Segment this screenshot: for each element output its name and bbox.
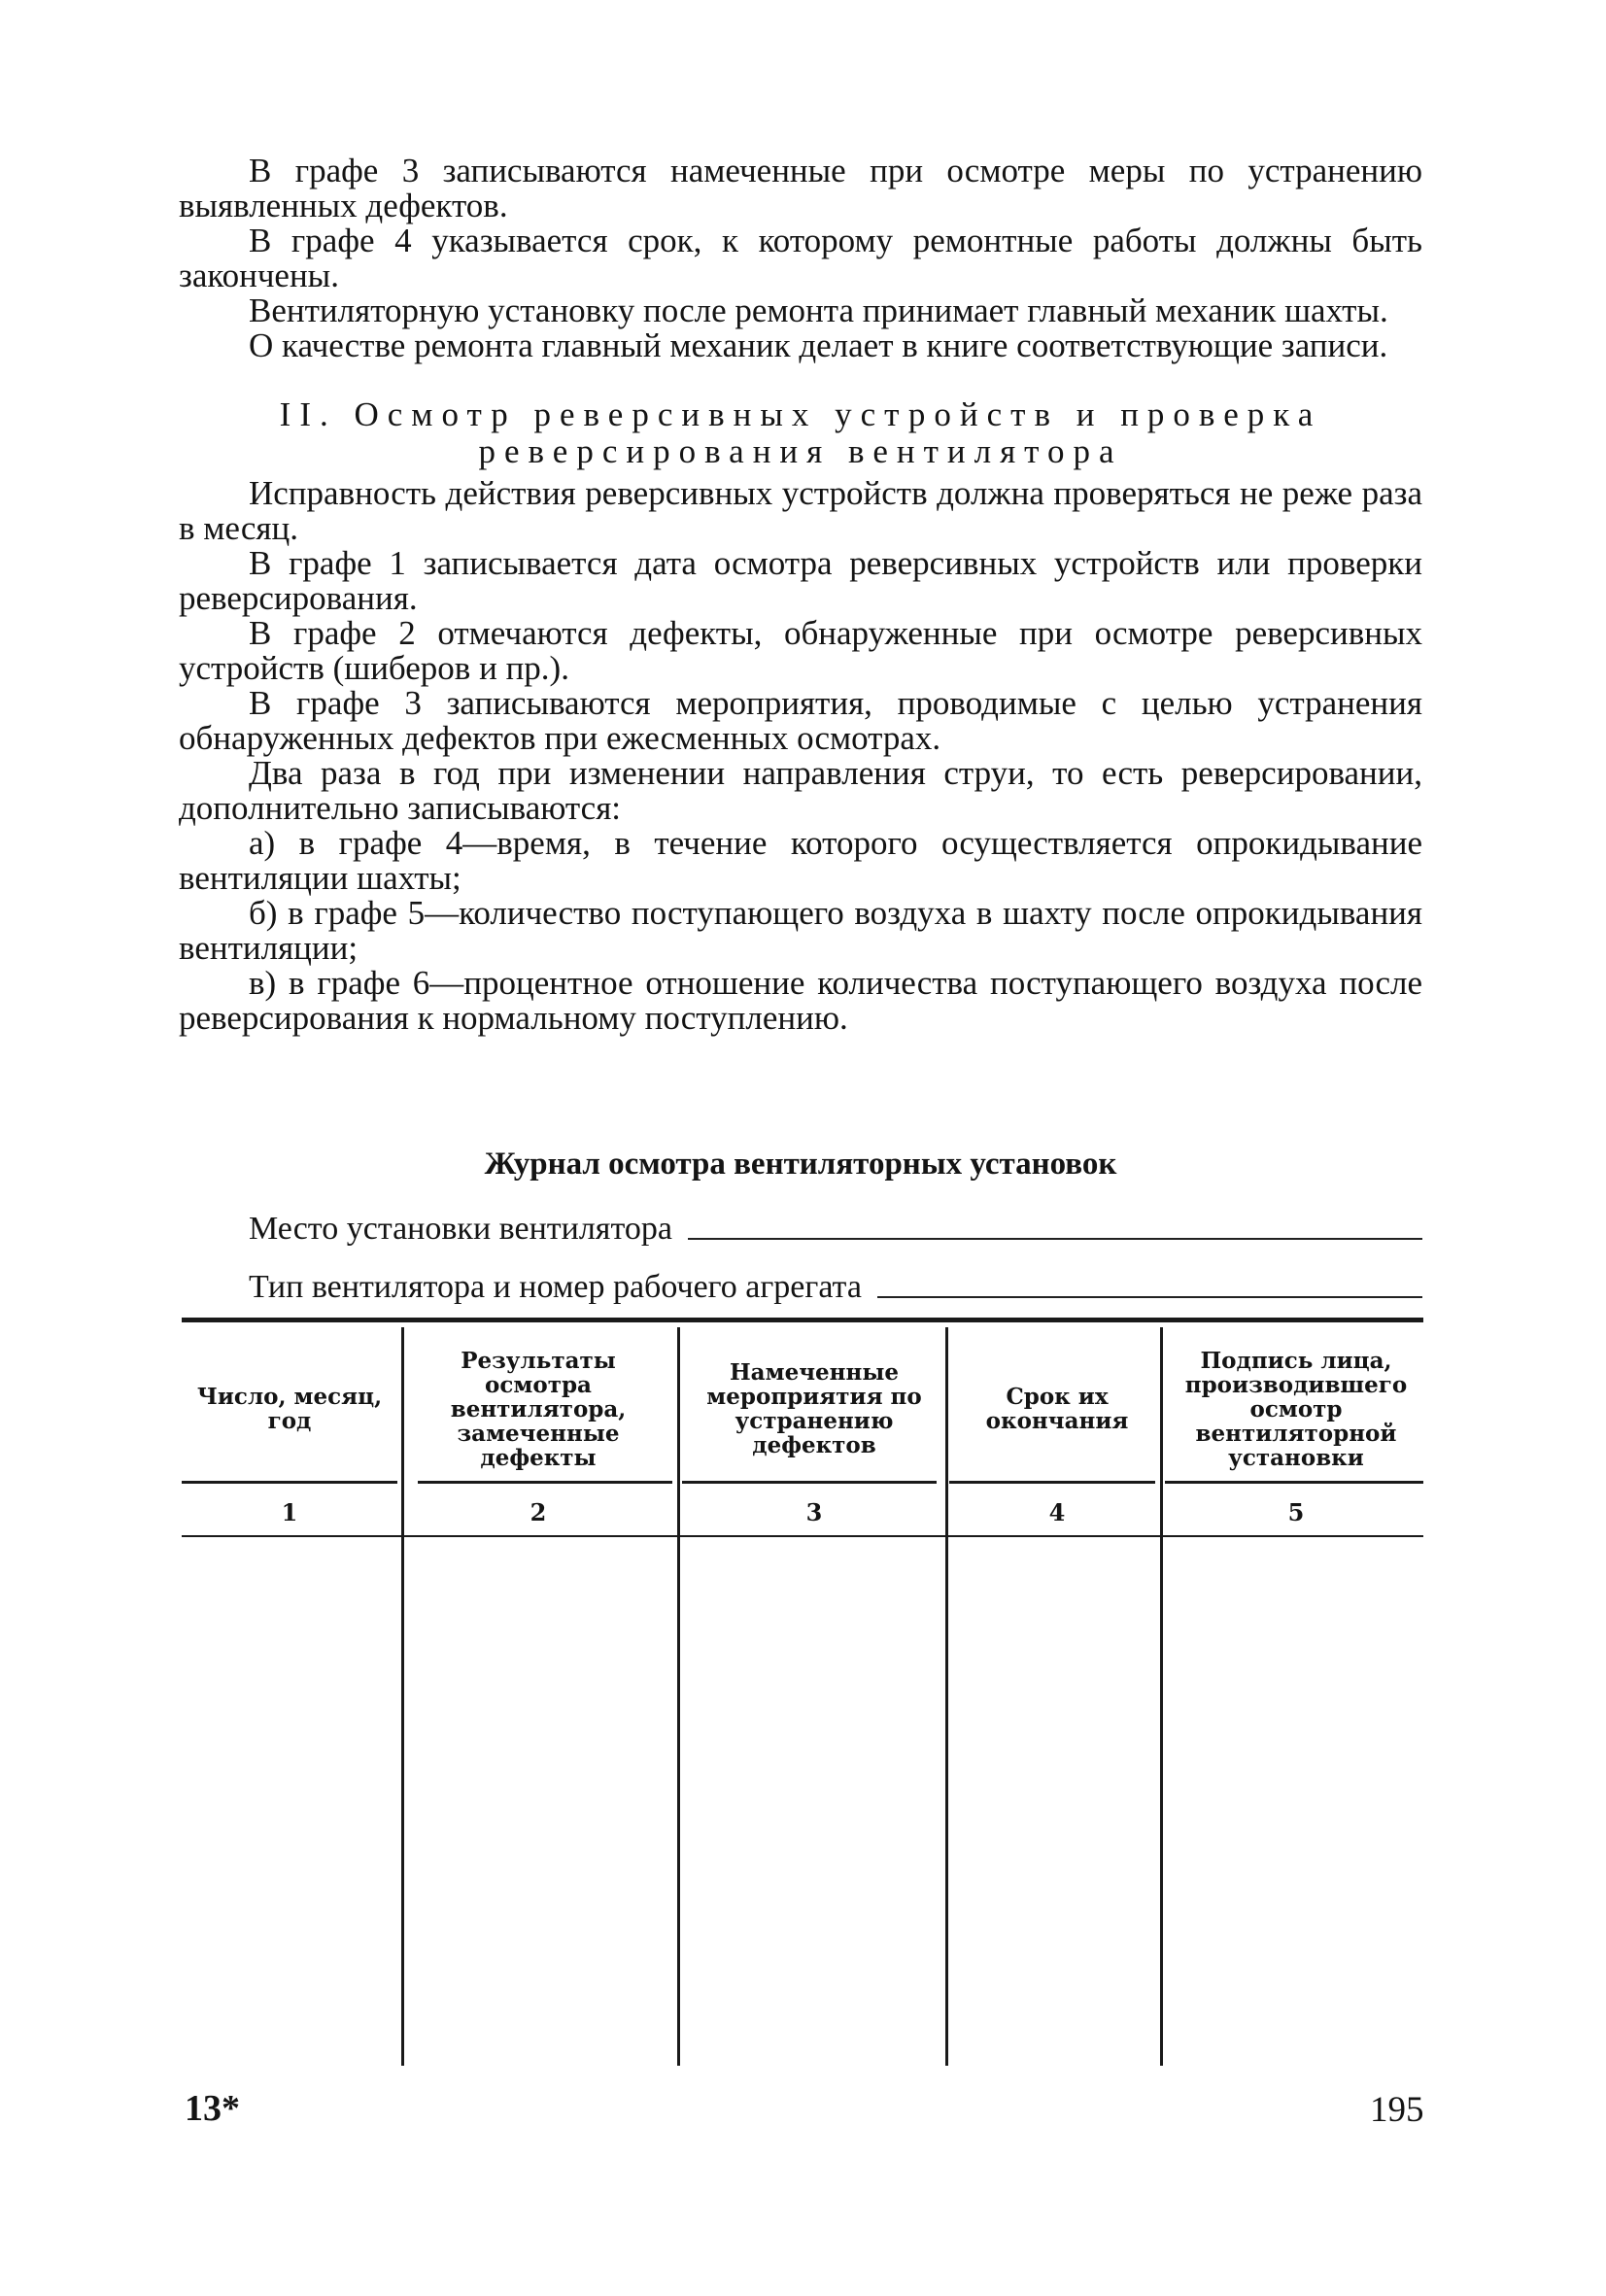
column-number: 4 [1048,1498,1066,1526]
column-divider [945,1327,948,1553]
column-header-date: Число, месяц, год [196,1384,383,1434]
paragraph: В графе 3 записываются намеченные при осмотре меры по устранению выявленных дефектов. [179,152,1422,224]
column-number: 1 [281,1498,298,1526]
list-item: в) в графе 6—процентное отношение количества поступающего воздуха после реверсирования к нормальному поступлению. [179,964,1422,1037]
column-divider [677,1549,680,2066]
column-header-results: Результаты осмотра вентилятора, замеченные дефекты [450,1347,627,1471]
paragraph: Исправность действия реверсивных устройств должна проверяться не реже раза в месяц. [179,474,1422,547]
list-item: а) в графе 4—время, в течение которого осуществляется опрокидывание вентиляции шахты; [179,824,1422,897]
column-number: 2 [530,1498,547,1526]
column-number: 5 [1287,1498,1305,1526]
header-rule [682,1481,937,1484]
header-rule [418,1481,672,1484]
location-field [249,1211,1422,1248]
section-heading [179,396,1422,470]
paragraph: Вентиляторную установку после ремонта принимает главный механик шахты. [249,291,1388,329]
table-top-rule [182,1318,1423,1322]
header-rule [1165,1481,1423,1484]
fan-type-field-blank [877,1296,1422,1298]
column-number-rule [182,1535,1423,1537]
journal-title: Журнал осмотра вентиляторных установок [484,1147,1117,1182]
journal-table [182,1318,1423,2066]
column-divider [677,1327,680,1553]
column-divider [401,1327,404,1553]
column-header-measures: Намеченные мероприятия по устранению дефектов [706,1359,922,1458]
list-item: б) в графе 5—количество поступающего воздуха в шахту после опрокидывания вентиляции; [179,894,1422,967]
column-divider [945,1549,948,2066]
location-field-blank [688,1238,1422,1240]
paragraph: В графе 2 отмечаются дефекты, обнаруженные при осмотре реверсивных устройств (шиберов и пр.). [179,614,1422,687]
column-header-signature: Подпись лица, производившего осмотр вентиляторной установки [1184,1347,1408,1471]
paragraph: О качестве ремонта главный механик делает в книге соответствующие записи. [249,326,1388,364]
location-field-label: Место установки вентилятора [249,1211,672,1247]
column-number: 3 [805,1498,823,1526]
fan-type-field [249,1269,1422,1306]
header-rule [182,1481,397,1484]
signature-mark: 13* [185,2088,240,2129]
paragraph: Два раза в год при изменении направления струи, то есть реверсировании, дополнительно записываются: [179,754,1422,827]
paragraph: В графе 3 записываются мероприятия, проводимые с целью устранения обнаруженных дефектов при ежесменных осмотрах. [179,684,1422,757]
header-rule [949,1481,1155,1484]
paragraph: В графе 4 указывается срок, к которому ремонтные работы должны быть закончены. [179,222,1422,294]
section-heading-line-2: реверсирования вентилятора [478,432,1123,470]
column-divider [1160,1327,1163,1553]
section-heading-line-1: II. Осмотр реверсивных устройств и проверка [279,395,1322,433]
page-number: 195 [1370,2090,1424,2130]
body-text [179,154,1422,1036]
column-divider [401,1549,404,2066]
column-divider [1160,1549,1163,2066]
paragraph: В графе 1 записывается дата осмотра реверсивных устройств или проверки реверсирования. [179,544,1422,617]
column-header-deadline: Срок их окончания [985,1384,1129,1434]
fan-type-field-label: Тип вентилятора и номер рабочего агрегата [249,1269,862,1305]
